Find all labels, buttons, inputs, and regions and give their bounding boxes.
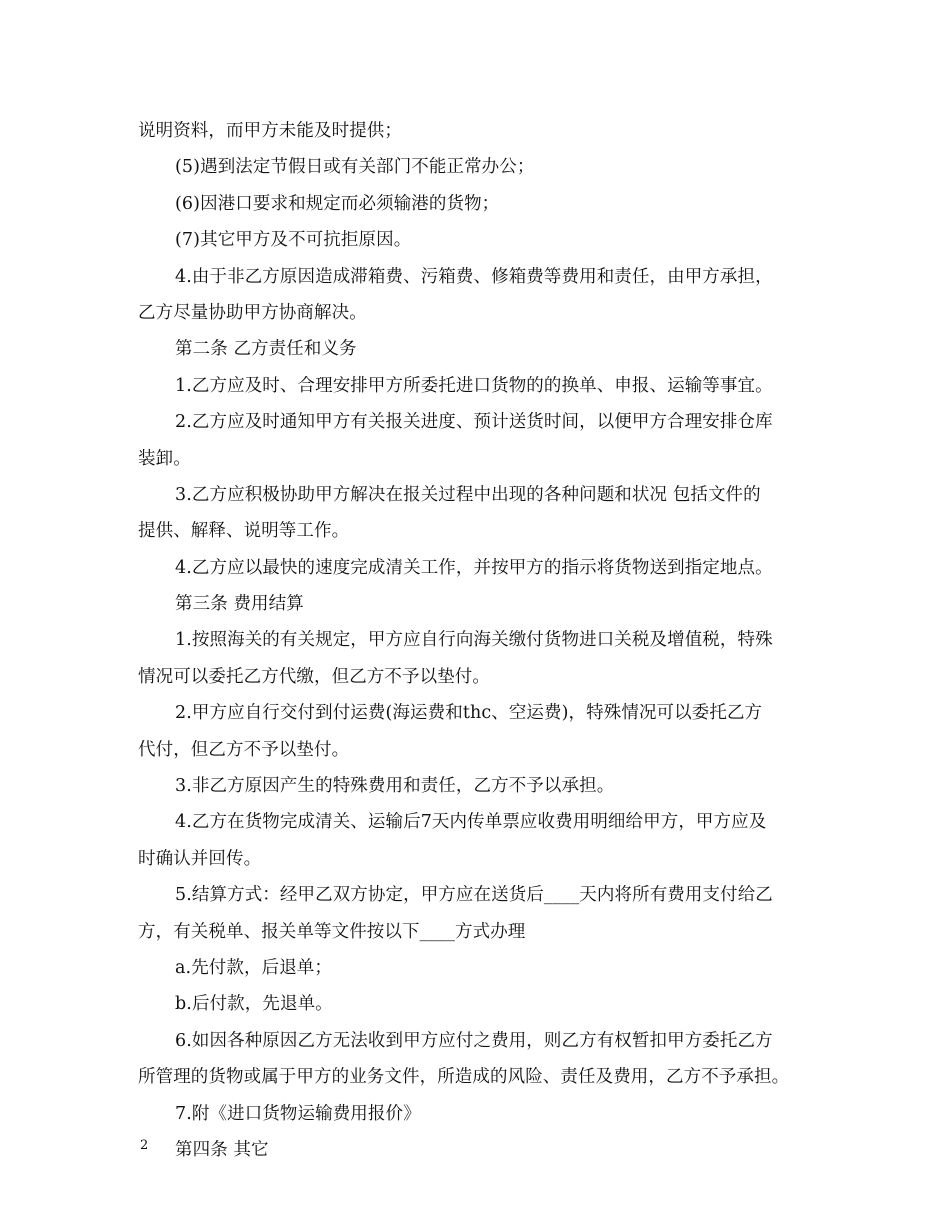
text-line: 情况可以委托乙方代缴，但乙方不予以垫付。 xyxy=(138,666,490,687)
text-line: 4.由于非乙方原因造成滞箱费、污箱费、修箱费等费用和责任，由甲方承担， xyxy=(175,266,773,287)
text-line: 2.乙方应及时通知甲方有关报关进度、预计送货时间，以便甲方合理安排仓库 xyxy=(175,412,773,433)
text-line: 提供、解释、说明等工作。 xyxy=(138,521,350,542)
text-line: 乙方尽量协助甲方协商解决。 xyxy=(138,302,367,323)
text-line: 4.乙方应以最快的速度完成清关工作，并按甲方的指示将货物送到指定地点。 xyxy=(175,557,773,578)
text-line: 4.乙方在货物完成清关、运输后7天内传单票应收费用明细给甲方，甲方应及 xyxy=(175,812,767,833)
text-line: 时确认并回传。 xyxy=(138,848,262,869)
text-line: (5)遇到法定节假日或有关部门不能正常办公； xyxy=(175,157,535,178)
text-line: 7.附《进口货物运输费用报价》 xyxy=(175,1103,421,1124)
text-line: 说明资料，而甲方未能及时提供； xyxy=(138,121,402,141)
document-body xyxy=(138,113,818,1168)
text-line: 3.非乙方原因产生的特殊费用和责任，乙方不予以承担。 xyxy=(175,776,615,797)
text-line: (7)其它甲方及不可抗拒原因。 xyxy=(175,230,412,251)
text-line: 2.甲方应自行交付到付运费(海运费和thc、空运费)，特殊情况可以委托乙方 xyxy=(175,703,763,724)
text-line: 所管理的货物或属于甲方的业务文件，所造成的风险、责任及费用，乙方不予承担。 xyxy=(138,1067,790,1088)
text-line: 第二条 乙方责任和义务 xyxy=(175,339,357,360)
text-line: 第四条 其它 xyxy=(175,1139,269,1160)
text-line: (6)因港口要求和规定而必须输港的货物； xyxy=(175,193,500,214)
text-line: 1.按照海关的有关规定，甲方应自行向海关缴付货物进口关税及增值税，特殊 xyxy=(175,630,773,651)
text-line: 5.结算方式：经甲乙双方协定，甲方应在送货后____天内将所有费用支付给乙 xyxy=(175,885,773,906)
page-number: 2 xyxy=(140,1138,149,1153)
text-line: b.后付款，先退单。 xyxy=(175,994,333,1015)
text-line: 代付，但乙方不予以垫付。 xyxy=(138,739,350,760)
text-line: 1.乙方应及时、合理安排甲方所委托进口货物的的换单、申报、运输等事宜。 xyxy=(175,375,773,396)
text-line: 第三条 费用结算 xyxy=(175,594,304,615)
text-line: 方，有关税单、报关单等文件按以下____方式办理 xyxy=(138,921,526,942)
text-line: 6.如因各种原因乙方无法收到甲方应付之费用，则乙方有权暂扣甲方委托乙方 xyxy=(175,1030,773,1051)
text-line: a.先付款，后退单； xyxy=(175,957,332,978)
text-line: 3.乙方应积极协助甲方解决在报关过程中出现的各种问题和状况 包括文件的 xyxy=(175,484,761,505)
text-line: 装卸。 xyxy=(138,448,191,469)
